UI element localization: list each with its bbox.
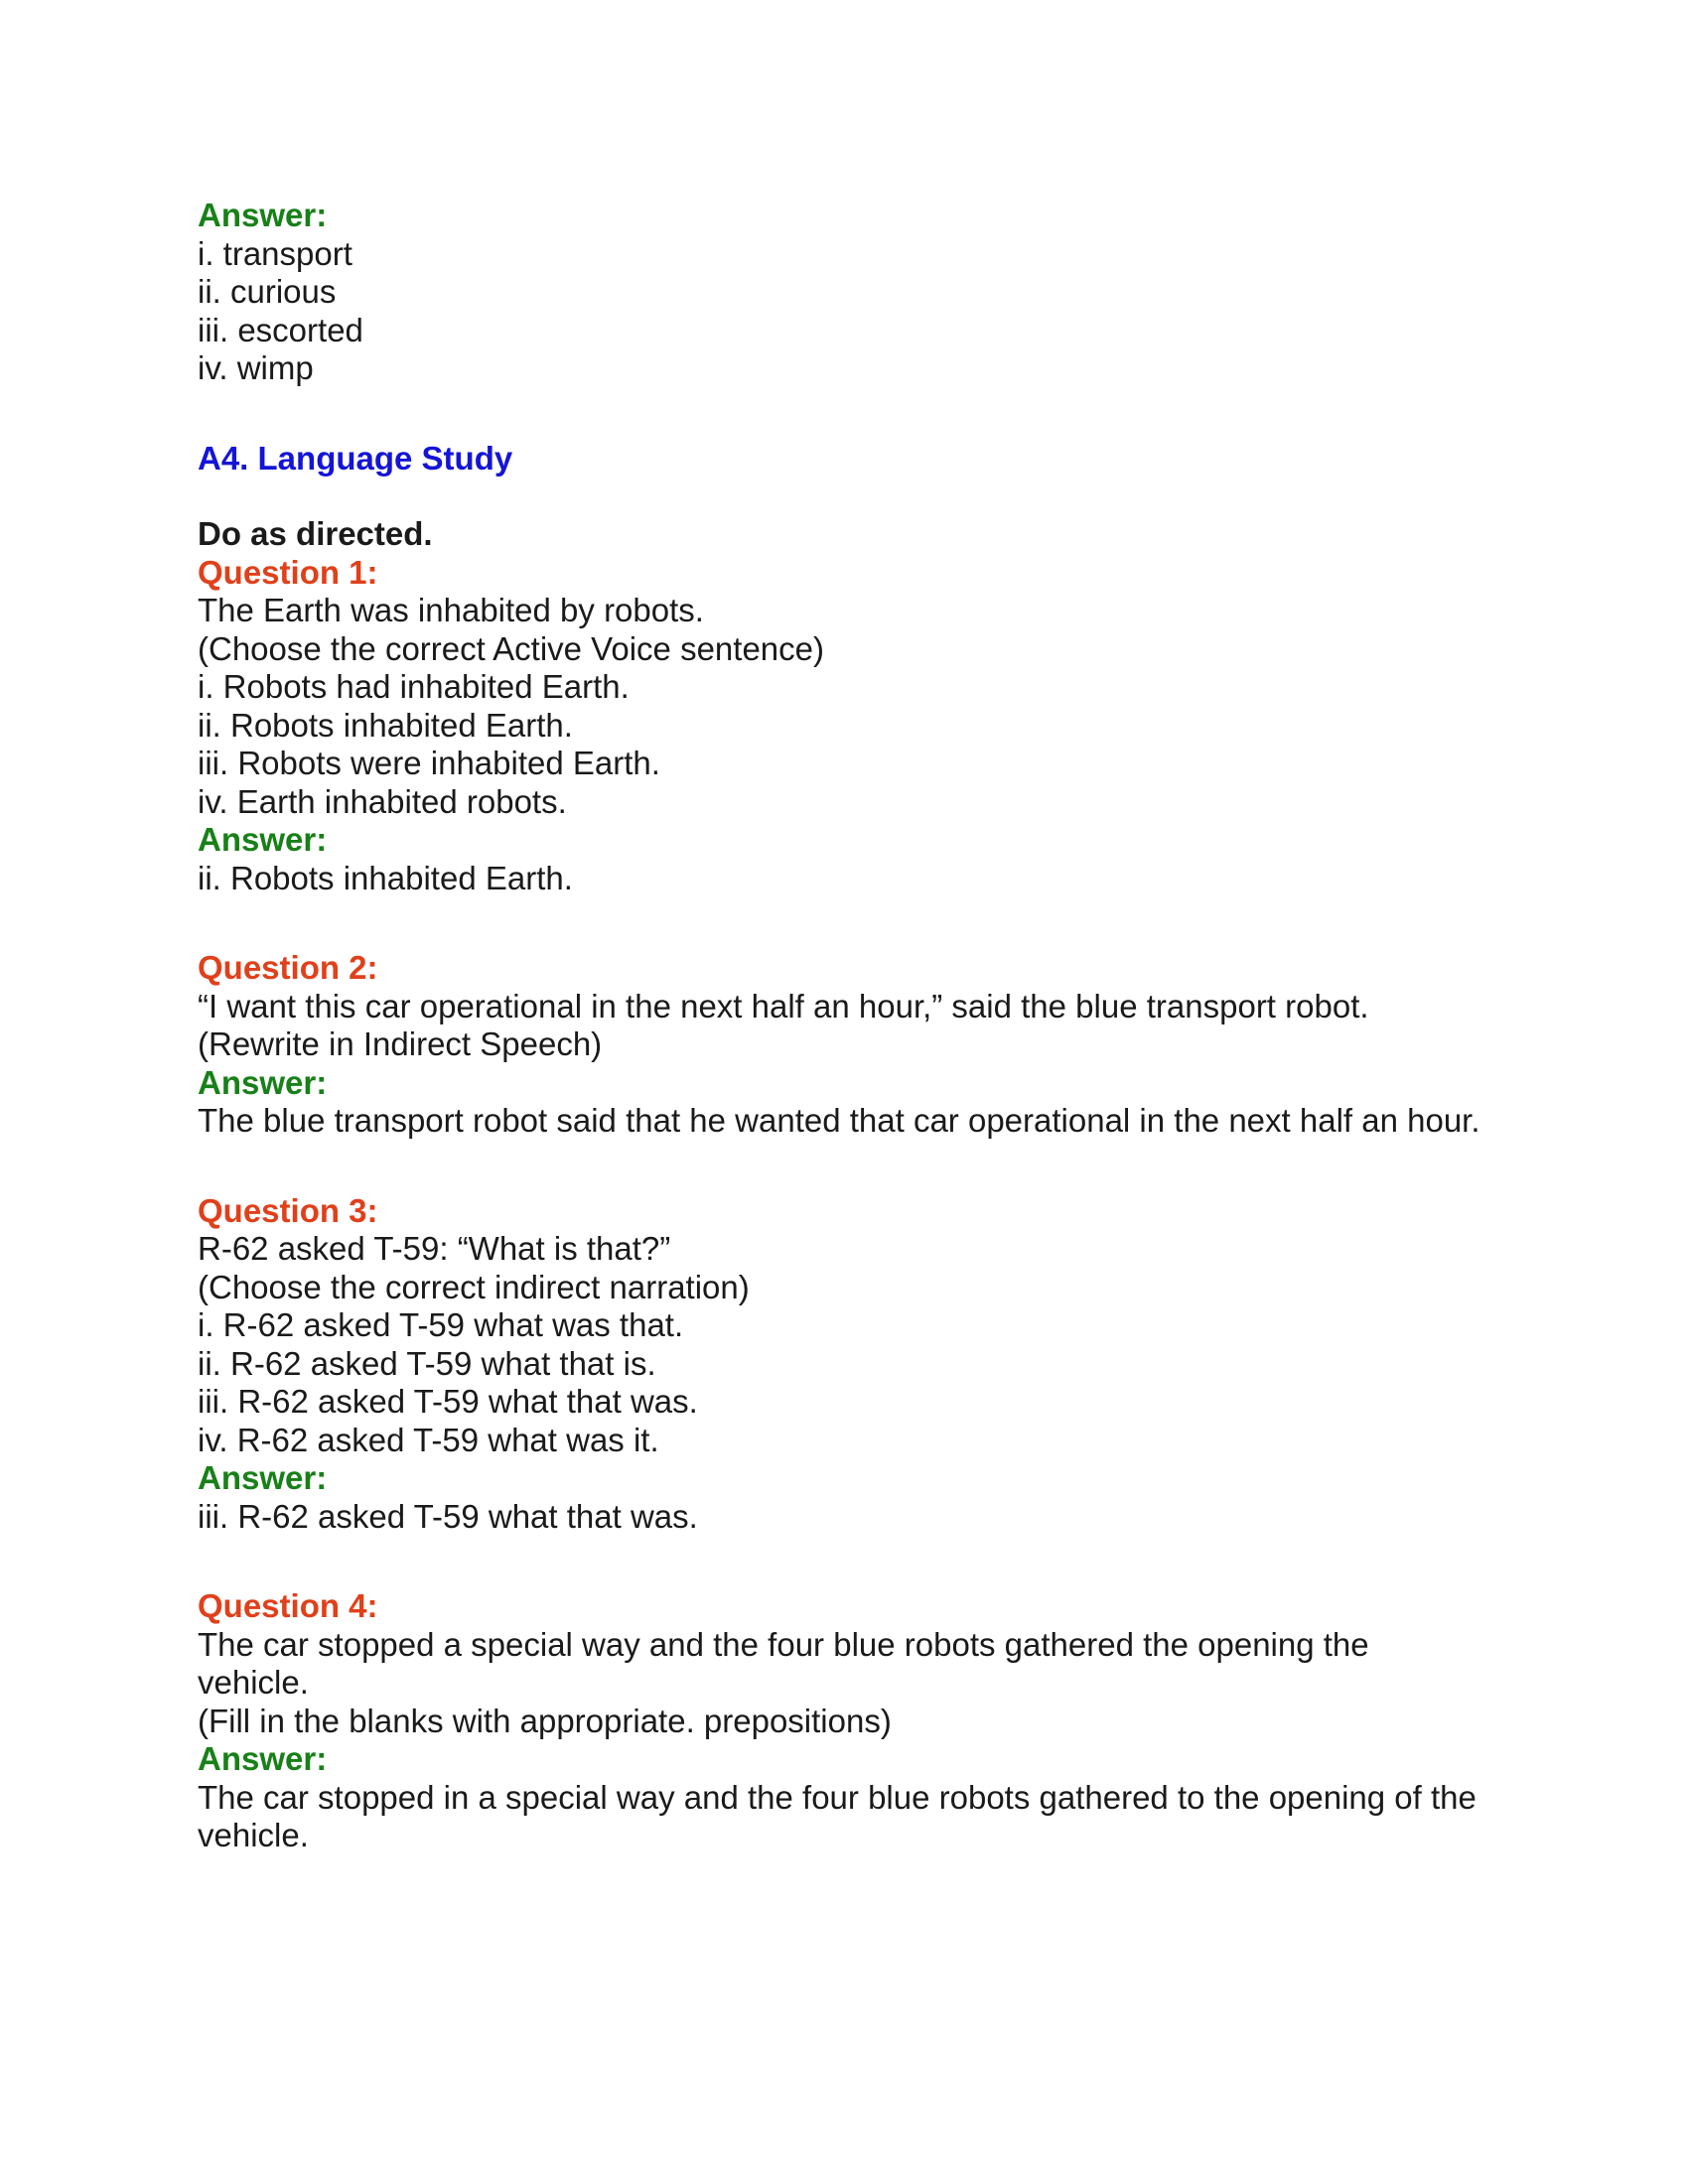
answer-label: Answer: — [198, 821, 328, 858]
question-1-block — [198, 554, 1488, 898]
option-line: ii. Robots inhabited Earth. — [198, 706, 573, 744]
question-4-block — [198, 1587, 1488, 1855]
question-label: Question 2: — [198, 949, 378, 986]
document-page — [198, 197, 1488, 1855]
answer-item: ii. curious — [198, 273, 337, 310]
option-line: iv. Earth inhabited robots. — [198, 782, 567, 820]
answer-text: iii. R-62 asked T-59 what that was. — [198, 1497, 698, 1535]
option-line: i. Robots had inhabited Earth. — [198, 668, 630, 705]
instruction-text: Do as directed. — [198, 515, 433, 552]
question-line: The Earth was inhabited by robots. — [198, 592, 704, 628]
option-line: ii. R-62 asked T-59 what that is. — [198, 1344, 656, 1382]
answer-label: Answer: — [198, 1063, 328, 1101]
answer-item: i. transport — [198, 234, 352, 272]
question-line: (Rewrite in Indirect Speech) — [198, 1025, 603, 1062]
question-label: Question 3: — [198, 1191, 378, 1229]
option-line: iii. Robots were inhabited Earth. — [198, 745, 660, 781]
answer-label: Answer: — [198, 1459, 328, 1496]
answer-text: ii. Robots inhabited Earth. — [198, 859, 573, 896]
answer-label: Answer: — [198, 1740, 328, 1777]
question-label: Question 1: — [198, 553, 378, 591]
vocab-answer-block — [198, 197, 1488, 388]
answer-item: iii. escorted — [198, 311, 363, 348]
answer-text: The blue transport robot said that he wanted that car operational in the next half an hour. — [198, 1102, 1480, 1139]
option-line: iv. R-62 asked T-59 what was it. — [198, 1421, 659, 1458]
answer-item: iv. wimp — [198, 349, 314, 386]
question-label: Question 4: — [198, 1587, 378, 1624]
question-3-block — [198, 1192, 1488, 1537]
answer-text: The car stopped in a special way and the four blue robots gathered to the opening of the vehicle. — [198, 1778, 1477, 1853]
answer-label: Answer: — [198, 197, 328, 233]
question-line: (Choose the correct indirect narration) — [198, 1268, 750, 1305]
question-2-block — [198, 949, 1488, 1141]
question-line: (Choose the correct Active Voice sentence) — [198, 629, 824, 667]
question-line: “I want this car operational in the next half an hour,” said the blue transport robot. — [198, 987, 1369, 1024]
question-line: (Fill in the blanks with appropriate. prepositions) — [198, 1702, 892, 1739]
question-line: The car stopped a special way and the four blue robots gathered the opening the vehicle. — [198, 1625, 1369, 1701]
option-line: i. R-62 asked T-59 what was that. — [198, 1306, 684, 1343]
question-line: R-62 asked T-59: “What is that?” — [198, 1230, 671, 1267]
section-heading: A4. Language Study — [198, 439, 513, 477]
option-line: iii. R-62 asked T-59 what that was. — [198, 1383, 698, 1420]
